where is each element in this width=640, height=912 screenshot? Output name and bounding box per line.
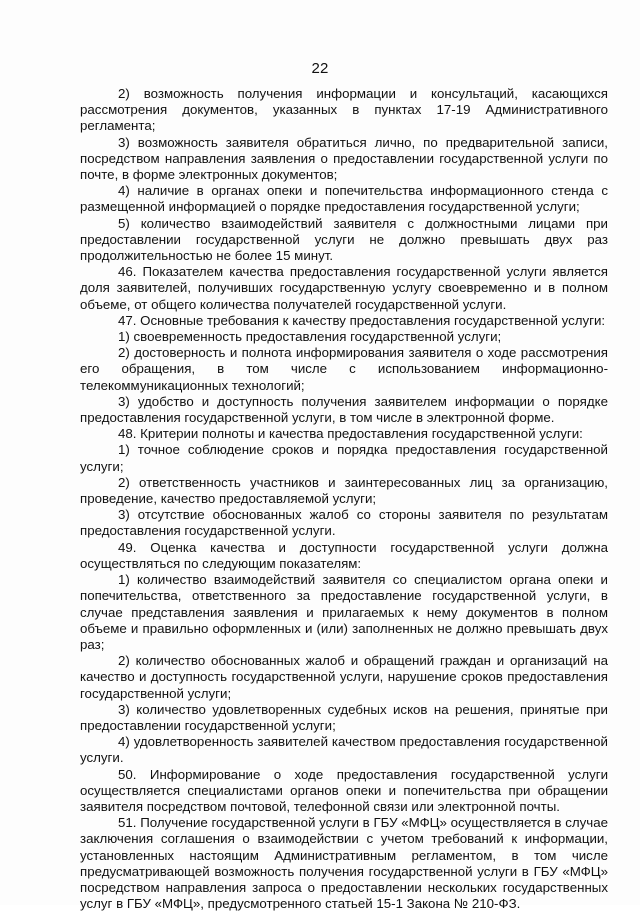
paragraph: 2) количество обоснованных жалоб и обращений граждан и организаций на качество и доступность государственной услуги, нарушение сроков предоставления государственной услуги; <box>80 653 608 701</box>
paragraph: 4) наличие в органах опеки и попечительства информационного стенда с размещенной информацией о порядке предоставления государственной услуги; <box>80 183 608 215</box>
paragraph: 46. Показателем качества предоставления государственной услуги является доля заявителей, получивших государственную услугу своевременно и в полном объеме, от общего количества получателей государственной услуги. <box>80 264 608 312</box>
paragraph: 3) количество удовлетворенных судебных исков на решения, принятые при предоставлении государственной услуги; <box>80 701 608 733</box>
paragraph: 2) возможность получения информации и консультаций, касающихся рассмотрения документов, указанных в пунктах 17-19 Административного регламента; <box>80 86 608 134</box>
paragraph: 50. Информирование о ходе предоставления государственной услуги осуществляется специалистами органов опеки и попечительства при обращении заявителя посредством почтовой, телефонной связи или электронной почты. <box>80 766 608 814</box>
paragraph: 3) удобство и доступность получения заявителем информации о порядке предоставления государственной услуги, в том числе в электронной форме. <box>80 393 608 426</box>
paragraph: 48. Критерии полноты и качества предоставления государственной услуги: <box>118 426 583 442</box>
paragraph: 47. Основные требования к качеству предоставления государственной услуги: <box>118 312 606 328</box>
paragraph: 5) количество взаимодействий заявителя с должностными лицами при предоставлении государственной услуги не должно превышать двух раз продолжительностью не более 15 минут. <box>80 215 608 264</box>
paragraph: 49. Оценка качества и доступности государственной услуги должна осуществляться по следующим показателям: <box>80 539 608 571</box>
paragraph: 1) своевременность предоставления государственной услуги; <box>118 329 502 345</box>
page-number: 22 <box>311 60 329 77</box>
paragraph: 3) возможность заявителя обратиться лично, по предварительной записи, посредством направления заявления о предоставлении государственной услуги по почте, в форме электронных документов; <box>80 134 608 183</box>
paragraph: 1) количество взаимодействий заявителя со специалистом органа опеки и попечительства, ответственного за предоставление государственной услуги, в случае представления заявления и прилагаемых к нему документов в полном объеме и правильно оформленных и (или) заполненных не должно превышать двух раз; <box>80 572 608 652</box>
paragraph: 2) достоверность и полнота информирования заявителя о ходе рассмотрения его обращения, в том числе с использованием информационно-телекоммуникационных технологий; <box>80 345 608 393</box>
paragraph: 2) ответственность участников и заинтересованных лиц за организацию, проведение, качество предоставляемой услуги; <box>80 474 608 507</box>
document-body <box>80 86 608 912</box>
paragraph: 4) удовлетворенность заявителей качеством предоставления государственной услуги. <box>80 734 608 766</box>
paragraph: 51. Получение государственной услуги в ГБУ «МФЦ» осуществляется в случае заключения соглашения о взаимодействии с учетом требований к информации, установленных настоящим Административным регламентом, в том числе предусматривающей возможность получения государственной услуги в ГБУ «МФЦ» посредством направления запроса о предоставлении нескольких государственных услуг в ГБУ «МФЦ», предусмотренного статьей 15-1 Закона № 210-ФЗ. <box>80 815 608 912</box>
paragraph: 1) точное соблюдение сроков и порядка предоставления государственной услуги; <box>80 442 608 474</box>
paragraph: 3) отсутствие обоснованных жалоб со стороны заявителя по результатам предоставления государственной услуги. <box>80 507 608 539</box>
